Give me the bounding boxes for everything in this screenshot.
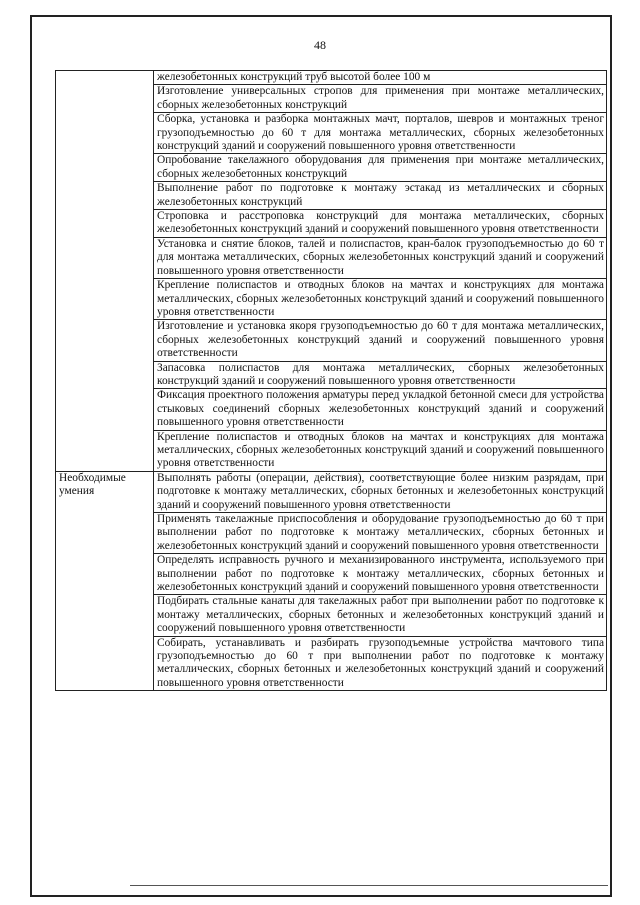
- table-row: [56, 471, 607, 512]
- table-cell: Изготовление и установка якоря грузоподъемностью до 60 т для монтажа металлических, сборных железобетонных конструкций зданий и сооружений повышенного уровня ответственности: [154, 320, 607, 361]
- table-cell: Собирать, устанавливать и разбирать грузоподъемные устройства мачтового типа грузоподъемностью до 60 т при выполнении работ по подготовке к монтажу металлических, сборных бетонных и железобетонных конструкций зданий и сооружений повышенного уровня ответственности: [154, 636, 607, 691]
- table-cell: Сборка, установка и разборка монтажных мачт, порталов, шевров и монтажных треног грузоподъемностью до 60 т для монтажа металлических, сборных железобетонных конструкций зданий и сооружений повышенного уровня ответственности: [154, 113, 607, 154]
- table-cell: Определять исправность ручного и механизированного инструмента, используемого при выполнении работ по подготовке к монтажу металлических, сборных бетонных и железобетонных конструкций зданий и сооружений повышенного уровня ответственности: [154, 554, 607, 595]
- table-cell: железобетонных конструкций труб высотой более 100 м: [154, 71, 607, 85]
- table-cell: Выполнять работы (операции, действия), соответствующие более низким разрядам, при подготовке к монтажу металлических, сборных бетонных и железобетонных конструкций зданий и сооружений повышенного уровня ответственности: [154, 471, 607, 512]
- table-cell: Установка и снятие блоков, талей и полиспастов, кран-балок грузоподъемностью до 60 т для монтажа металлических, сборных железобетонных конструкций зданий и сооружений повышенного уровня ответственности: [154, 237, 607, 278]
- labor-functions-table: [55, 70, 607, 691]
- table-cell: Выполнение работ по подготовке к монтажу эстакад из металлических и сборных железобетонных конструкций: [154, 182, 607, 210]
- table-cell: Изготовление универсальных стропов для применения при монтаже металлических, сборных железобетонных конструкций: [154, 85, 607, 113]
- table-cell: Крепление полиспастов и отводных блоков на мачтах и конструкциях для монтажа металлических, сборных железобетонных конструкций зданий и сооружений повышенного уровня ответственности: [154, 279, 607, 320]
- page-number: 48: [314, 38, 326, 52]
- bottom-rule: [130, 885, 608, 886]
- table-cell: Запасовка полиспастов для монтажа металлических, сборных железобетонных конструкций зданий и сооружений повышенного уровня ответственности: [154, 361, 607, 389]
- table-body: [56, 71, 607, 691]
- table-cell: Применять такелажные приспособления и оборудование грузоподъемностью до 60 т при выполнении работ по подготовке к монтажу металлических, сборных бетонных и железобетонных конструкций зданий и сооружений повышенного уровня ответственности: [154, 513, 607, 554]
- row-header-cell: Необходимые умения: [56, 471, 154, 691]
- table-row: [56, 71, 607, 85]
- table-cell: Подбирать стальные канаты для такелажных работ при выполнении работ по подготовке к монтажу металлических, сборных бетонных и железобетонных конструкций зданий и сооружений повышенного уровня ответственности: [154, 595, 607, 636]
- table-cell: Опробование такелажного оборудования для применения при монтаже металлических, сборных железобетонных конструкций: [154, 154, 607, 182]
- row-header-cell: [56, 71, 154, 472]
- table-cell: Крепление полиспастов и отводных блоков на мачтах и конструкциях для монтажа металлических, сборных железобетонных конструкций зданий и сооружений повышенного уровня ответственности: [154, 430, 607, 471]
- table-cell: Строповка и расстроповка конструкций для монтажа металлических, сборных железобетонных конструкций зданий и сооружений повышенного уровня ответственности: [154, 210, 607, 238]
- table-cell: Фиксация проектного положения арматуры перед укладкой бетонной смеси для устройства стыковых соединений сборных железобетонных конструкций зданий и сооружений повышенного уровня ответственности: [154, 389, 607, 430]
